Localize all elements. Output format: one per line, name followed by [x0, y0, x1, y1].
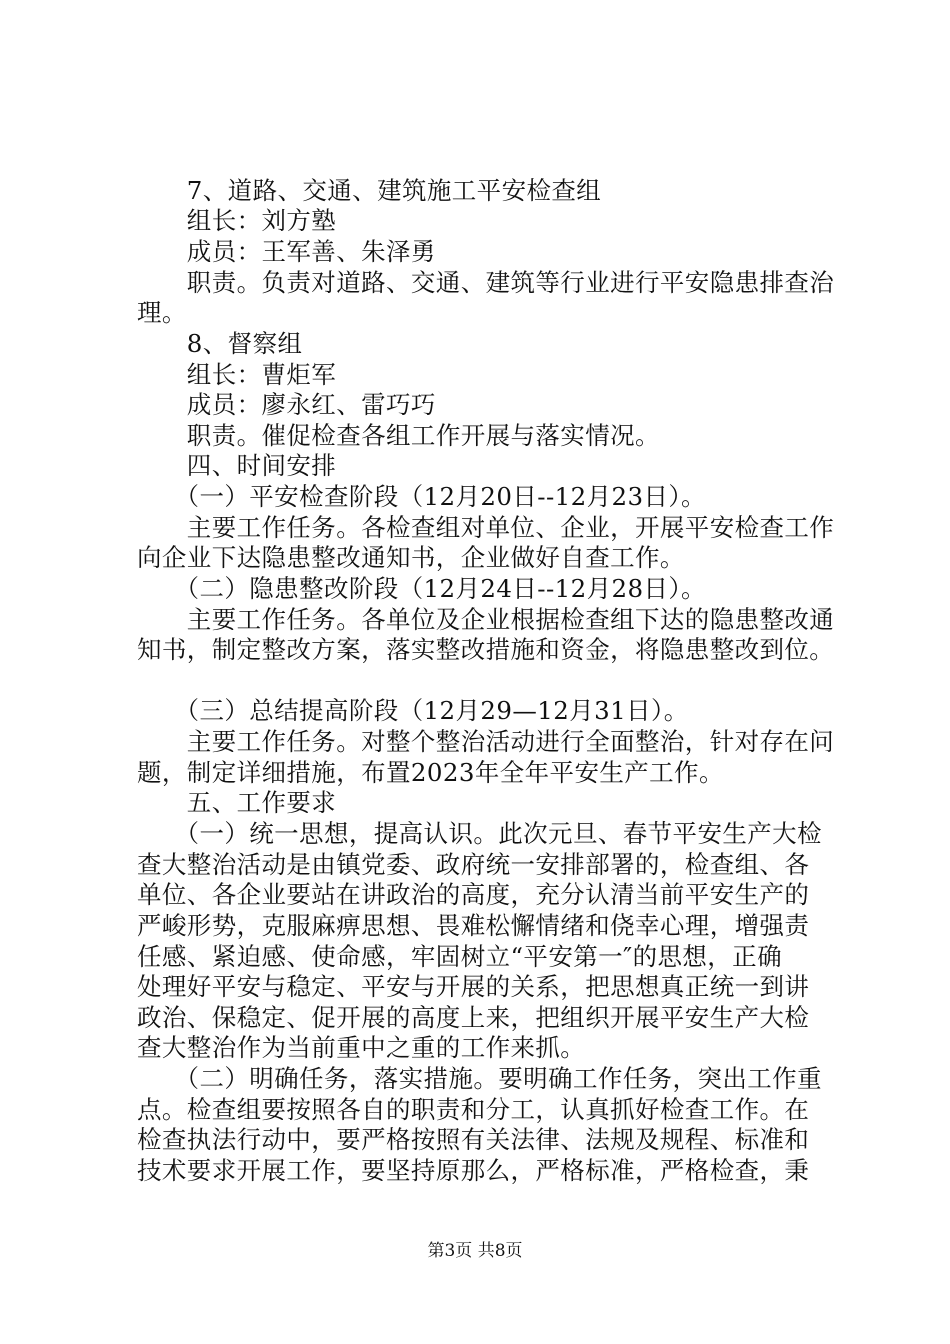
text-line: 题，制定详细措施，布置2023年全年平安生产工作。	[137, 758, 724, 787]
text-line: 组长：曹炬军	[137, 360, 337, 389]
page-footer: 第3页 共8页	[427, 1241, 523, 1261]
text-line: 职责。负责对道路、交通、建筑等行业进行平安隐患排查治	[137, 268, 835, 297]
text-line: 任感、紧迫感、使命感，牢固树立“平安第一″的思想，正确	[137, 942, 782, 971]
text-line: 成员：廖永红、雷巧巧	[137, 390, 436, 419]
text-line: 组长：刘方塾	[137, 206, 337, 235]
text-line: （一）统一思想，提高认识。此次元旦、春节平安生产大检	[137, 819, 822, 848]
text-line: （三）总结提高阶段（12月29—12月31日）。	[137, 696, 689, 725]
text-line: 查大整治作为当前重中之重的工作来抓。	[137, 1033, 586, 1062]
text-line: 严峻形势，克服麻痹思想、畏难松懈情绪和侥幸心理，增强责	[137, 911, 810, 940]
text-line: 主要工作任务。对整个整治活动进行全面整治，针对存在问	[137, 727, 835, 756]
text-line: 处理好平安与稳定、平安与开展的关系，把思想真正统一到讲	[137, 972, 810, 1001]
text-line: 向企业下达隐患整改通知书，企业做好自查工作。	[137, 543, 685, 572]
text-line: 主要工作任务。各检查组对单位、企业，开展平安检查工作	[137, 513, 835, 542]
section-heading: 四、时间安排	[137, 451, 337, 480]
text-line: 点。检查组要按照各自的职责和分工，认真抓好检查工作。在	[137, 1095, 810, 1124]
text-line: 检查执法行动中，要严格按照有关法律、法规及规程、标准和	[137, 1125, 810, 1154]
text-line: 知书，制定整改方案，落实整改措施和资金，将隐患整改到位。	[137, 635, 835, 664]
text-line: （二）隐患整改阶段（12月24日--12月28日）。	[137, 574, 706, 603]
text-line: 技术要求开展工作，要坚持原那么，严格标准，严格检查，秉	[137, 1156, 810, 1185]
section-heading: 五、工作要求	[137, 788, 337, 817]
text-line: 查大整治活动是由镇党委、政府统一安排部署的，检查组、各	[137, 850, 810, 879]
text-line: 7、道路、交通、建筑施工平安检查组	[137, 176, 602, 205]
text-line: （一）平安检查阶段（12月20日--12月23日）。	[137, 482, 706, 511]
text-line: 主要工作任务。各单位及企业根据检查组下达的隐患整改通	[137, 605, 835, 634]
text-line: 理。	[137, 298, 187, 327]
text-line: 政治、保稳定、促开展的高度上来，把组织开展平安生产大检	[137, 1003, 810, 1032]
text-line: 单位、各企业要站在讲政治的高度，充分认清当前平安生产的	[137, 880, 810, 909]
text-line: 成员：王军善、朱泽勇	[137, 237, 436, 266]
text-line: 职责。催促检查各组工作开展与落实情况。	[137, 421, 660, 450]
text-line: 8、督察组	[137, 329, 303, 358]
text-line: （二）明确任务，落实措施。要明确工作任务，突出工作重	[137, 1064, 822, 1093]
